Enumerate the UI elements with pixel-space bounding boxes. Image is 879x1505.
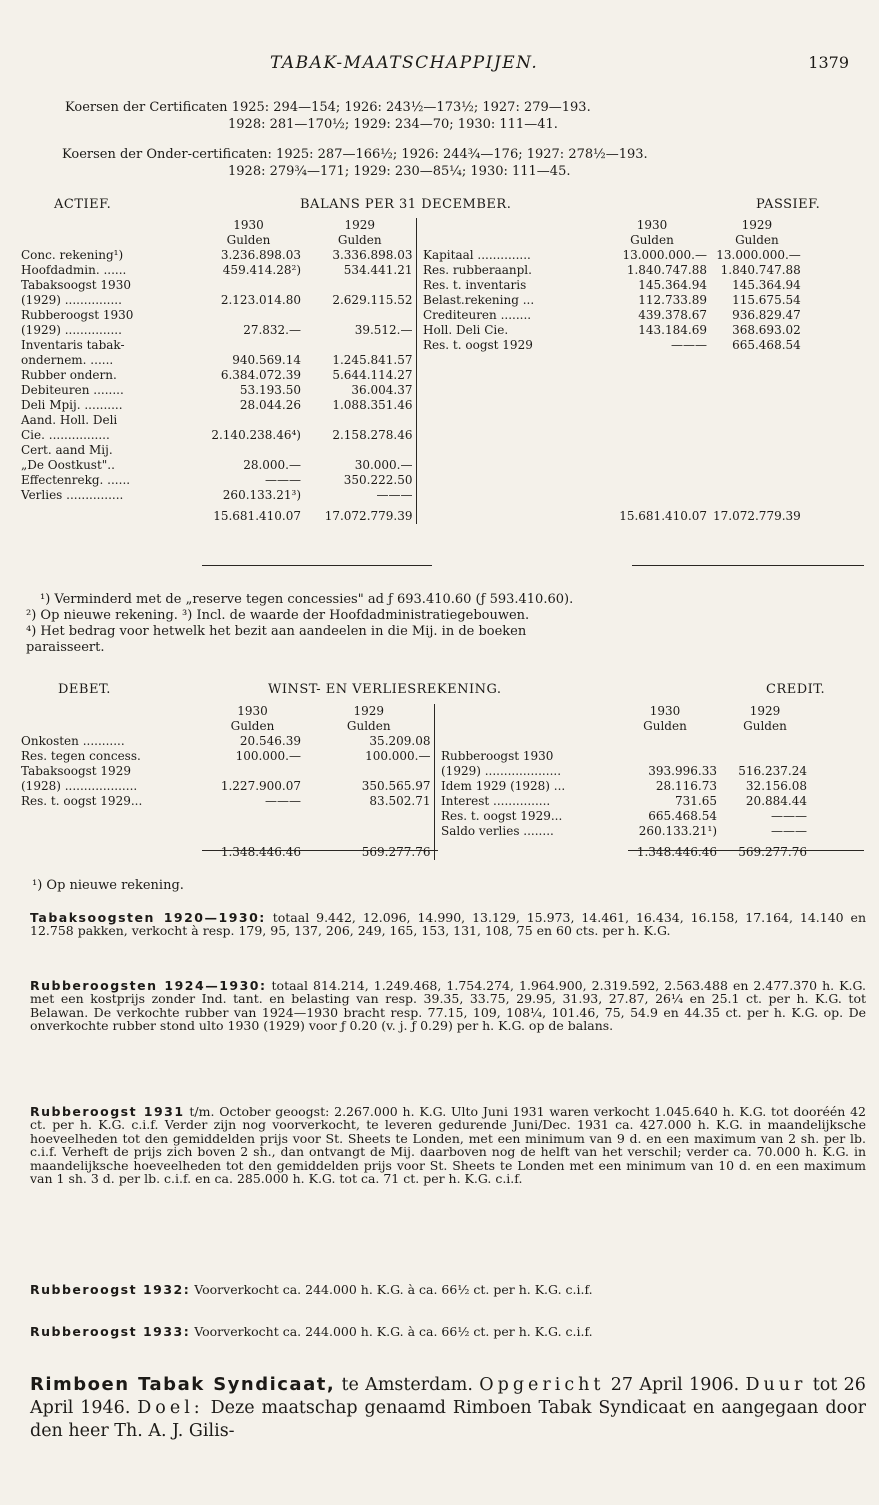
balans-left-item-label: Rubberoogst 1930 bbox=[21, 308, 134, 322]
winst-right-value-1929: 20.884.44 bbox=[745, 794, 807, 808]
winst-right-item-label: Rubberoogst 1930 bbox=[441, 749, 554, 763]
winst-total-left-1930: 1.348.446.46 bbox=[220, 845, 301, 859]
section-rubberoogst-1933 bbox=[30, 1325, 866, 1338]
balans-row bbox=[18, 413, 804, 428]
balans-right-value-1930: ——— bbox=[671, 338, 707, 352]
balans-left-value-1929 bbox=[304, 413, 416, 428]
balans-left-value-1930: 2.140.238.46⁴) bbox=[211, 428, 301, 442]
section-text: Voorverkocht ca. 244.000 h. K.G. à ca. 66½ ct. per h. K.G. c.i.f. bbox=[194, 1282, 593, 1297]
balans-year-1929: 1929 bbox=[344, 218, 376, 232]
balans-note-4a: ⁴) Het bedrag voor hetwelk het bezit aan aandeelen in die Mij. in de boeken bbox=[26, 624, 527, 639]
balans-total-left-1929: 17.072.779.39 bbox=[324, 509, 413, 523]
company-founded: 27 April 1906. bbox=[610, 1375, 740, 1395]
balans-right-value-1929 bbox=[710, 368, 804, 383]
winst-left-value-1929: 100.000.— bbox=[365, 749, 431, 763]
balans-left-item-label: Rubber ondern. bbox=[21, 368, 117, 382]
section-head: Rubberoogst 1933: bbox=[30, 1324, 191, 1339]
winst-left-value-1929: 35.209.08 bbox=[369, 734, 431, 748]
winst-year-row bbox=[18, 704, 810, 719]
balans-left-item-label: (1929) ............... bbox=[21, 293, 122, 307]
balans-right-value-1929: 368.693.02 bbox=[732, 323, 801, 337]
balans-right-item-label bbox=[420, 368, 594, 383]
balans-left-value-1929 bbox=[304, 308, 416, 323]
balans-right-item-label: Kapitaal .............. bbox=[423, 248, 531, 262]
balans-left-value-1929: 1.245.841.57 bbox=[332, 353, 413, 367]
balans-left-value-1930: 3.236.898.03 bbox=[220, 248, 301, 262]
balans-left-item-label: Cert. aand Mij. bbox=[21, 443, 113, 457]
section-tabaksoogsten bbox=[30, 911, 866, 938]
winst-right-value-1929: ——— bbox=[771, 824, 807, 838]
balans-right-value-1930: 13.000.000.— bbox=[622, 248, 707, 262]
balans-total-rule-right bbox=[632, 565, 864, 566]
balans-left-value-1929: 3.336.898.03 bbox=[332, 248, 413, 262]
page-header bbox=[0, 53, 879, 75]
balans-right-value-1930 bbox=[594, 458, 710, 473]
section-text: Voorverkocht ca. 244.000 h. K.G. à ca. 66½ ct. per h. K.G. c.i.f. bbox=[194, 1324, 593, 1339]
winst-right-value-1930: 393.996.33 bbox=[648, 764, 717, 778]
winst-right-value-1930: 260.133.21¹) bbox=[638, 824, 717, 838]
winst-credit-heading: CREDIT. bbox=[766, 682, 826, 697]
balans-left-value-1930: 28.000.— bbox=[243, 458, 301, 472]
balans-right-value-1930: 1.840.747.88 bbox=[626, 263, 707, 277]
balans-left-value-1929: 36.004.37 bbox=[351, 383, 413, 397]
balans-row bbox=[18, 248, 804, 263]
balans-year-1930: 1930 bbox=[233, 218, 264, 232]
winst-row bbox=[18, 764, 810, 779]
balans-left-value-1930: 53.193.50 bbox=[239, 383, 301, 397]
balans-right-item-label bbox=[420, 398, 594, 413]
winst-title: WINST- EN VERLIESREKENING. bbox=[268, 682, 502, 697]
section-head: Tabaksoogsten 1920—1930: bbox=[30, 910, 266, 925]
running-title: TABAK-MAATSCHAPPIJEN. bbox=[270, 53, 539, 73]
balans-left-item-label: Debiteuren ........ bbox=[21, 383, 124, 397]
balans-left-value-1929: 5.644.114.27 bbox=[332, 368, 413, 382]
winst-row bbox=[18, 824, 810, 839]
winst-row bbox=[18, 734, 810, 749]
winst-left-item-label: Res. tegen concess. bbox=[21, 749, 141, 763]
balans-right-item-label bbox=[420, 488, 594, 503]
balans-left-value-1930: 6.384.072.39 bbox=[220, 368, 301, 382]
balans-left-value-1930: 459.414.28²) bbox=[222, 263, 301, 277]
page-number: 1379 bbox=[808, 53, 849, 72]
winst-right-item-label: Saldo verlies ........ bbox=[441, 824, 554, 838]
balans-left-item-label: Cie. ................ bbox=[21, 428, 110, 442]
balans-left-item-label: Conc. rekening¹) bbox=[21, 248, 124, 262]
balans-note-4b: paraisseert. bbox=[26, 640, 105, 655]
winst-year-1929: 1929 bbox=[749, 704, 781, 718]
balans-left-value-1929: 1.088.351.46 bbox=[332, 398, 413, 412]
balans-row bbox=[18, 263, 804, 278]
balans-unit: Gulden bbox=[630, 233, 674, 247]
winst-right-value-1930: 731.65 bbox=[675, 794, 717, 808]
balans-actief-heading: ACTIEF. bbox=[54, 197, 112, 212]
company-name: Rimboen Tabak Syndicaat, bbox=[30, 1374, 336, 1395]
balans-right-value-1929: 115.675.54 bbox=[732, 293, 801, 307]
balans-right-item-label bbox=[420, 353, 594, 368]
winst-left-item-label bbox=[18, 809, 201, 824]
balans-left-value-1930 bbox=[193, 338, 304, 353]
balans-title: BALANS PER 31 DECEMBER. bbox=[300, 197, 512, 212]
balans-right-item-label bbox=[420, 443, 594, 458]
balans-row bbox=[18, 428, 804, 443]
winst-note: ¹) Op nieuwe rekening. bbox=[32, 878, 184, 893]
balans-right-value-1930: 112.733.89 bbox=[638, 293, 707, 307]
winst-left-value-1929 bbox=[304, 809, 434, 824]
balans-right-value-1929: 936.829.47 bbox=[732, 308, 801, 322]
balans-left-value-1930: 28.044.26 bbox=[239, 398, 301, 412]
winst-row bbox=[18, 779, 810, 794]
balans-left-item-label: Tabaksoogst 1930 bbox=[21, 278, 131, 292]
winst-unit: Gulden bbox=[743, 719, 787, 733]
balans-left-item-label: Aand. Holl. Deli bbox=[21, 413, 118, 427]
balans-left-value-1929: ——— bbox=[376, 488, 413, 502]
balans-left-value-1929: 350.222.50 bbox=[343, 473, 413, 487]
winst-left-value-1929: 350.565.97 bbox=[361, 779, 431, 793]
section-head: Rubberoogst 1931 bbox=[30, 1104, 185, 1119]
balans-unit: Gulden bbox=[226, 233, 271, 247]
balans-unit: Gulden bbox=[337, 233, 382, 247]
balans-right-value-1930 bbox=[594, 443, 710, 458]
winst-right-value-1929: 32.156.08 bbox=[745, 779, 807, 793]
winst-unit: Gulden bbox=[643, 719, 687, 733]
balans-right-item-label: Res. rubberaanpl. bbox=[423, 263, 532, 277]
balans-right-value-1930 bbox=[594, 428, 710, 443]
balans-left-item-label: Deli Mpij. .......... bbox=[21, 398, 123, 412]
balans-left-value-1930 bbox=[193, 443, 304, 458]
balans-right-value-1929 bbox=[710, 458, 804, 473]
winst-right-value-1930 bbox=[610, 749, 720, 764]
balans-row bbox=[18, 398, 804, 413]
winst-debet-heading: DEBET. bbox=[58, 682, 111, 697]
balans-right-item-label: Res. t. oogst 1929 bbox=[423, 338, 533, 352]
balans-left-item-label: ondernem. ...... bbox=[21, 353, 114, 367]
winst-right-item-label: (1929) .................... bbox=[441, 764, 562, 778]
balans-row bbox=[18, 443, 804, 458]
winst-right-value-1929 bbox=[720, 734, 810, 749]
label-doel: Doel: bbox=[137, 1398, 204, 1418]
balans-right-item-label: Res. t. inventaris bbox=[423, 278, 527, 292]
winst-left-item-label bbox=[18, 824, 201, 839]
winst-right-item-label: Idem 1929 (1928) ... bbox=[441, 779, 566, 793]
winst-left-item-label: Res. t. oogst 1929... bbox=[21, 794, 143, 808]
winst-right-value-1930: 28.116.73 bbox=[655, 779, 717, 793]
balans-left-value-1929 bbox=[304, 338, 416, 353]
balans-row bbox=[18, 368, 804, 383]
balans-left-item-label: Effectenrekg. ...... bbox=[21, 473, 131, 487]
balans-left-value-1929: 2.158.278.46 bbox=[332, 428, 413, 442]
company-location: te Amsterdam. bbox=[341, 1375, 473, 1395]
balans-note-1: ¹) Verminderd met de „reserve tegen concessies" ad ƒ 693.410.60 (ƒ 593.410.60). bbox=[40, 592, 574, 607]
company-entry bbox=[30, 1373, 866, 1443]
balans-unit: Gulden bbox=[735, 233, 779, 247]
winst-year-1930: 1930 bbox=[237, 704, 268, 718]
balans-left-value-1929 bbox=[304, 278, 416, 293]
winst-year-1930: 1930 bbox=[649, 704, 681, 718]
company-duration: tot 26 April 1946. bbox=[30, 1375, 866, 1418]
balans-right-value-1929 bbox=[710, 413, 804, 428]
winst-left-value-1929: 83.502.71 bbox=[369, 794, 431, 808]
balans-row bbox=[18, 293, 804, 308]
balans-right-item-label bbox=[420, 473, 594, 488]
winst-row bbox=[18, 809, 810, 824]
winst-left-value-1930 bbox=[201, 824, 304, 839]
balans-left-item-label: „De Oostkust".. bbox=[21, 458, 115, 472]
winst-left-value-1929 bbox=[304, 824, 434, 839]
winst-unit: Gulden bbox=[230, 719, 275, 733]
balans-right-value-1930: 145.364.94 bbox=[638, 278, 707, 292]
balans-year-1930: 1930 bbox=[636, 218, 668, 232]
balans-left-value-1930 bbox=[193, 308, 304, 323]
winst-left-value-1930: 100.000.— bbox=[235, 749, 301, 763]
balans-right-value-1929: 1.840.747.88 bbox=[720, 263, 801, 277]
balans-total-left-1930: 15.681.410.07 bbox=[213, 509, 301, 523]
balans-totals-row bbox=[18, 503, 804, 524]
winst-left-item-label: (1928) ................... bbox=[21, 779, 138, 793]
balans-right-value-1929: 665.468.54 bbox=[732, 338, 801, 352]
section-text: totaal 9.442, 12.096, 14.990, 13.129, 15.973, 14.461, 16.434, 16.158, 17.164, 14.140 en 12.758 pakken, verkocht à resp. 179, 95, 137, 206, 249, 165, 153, 131, 108, 75 en 60 cts. per h. K.G. bbox=[30, 910, 866, 939]
koersen-cert-line1: Koersen der Certificaten 1925: 294—154; 1926: 243½—173½; 1927: 279—193. bbox=[65, 100, 591, 115]
section-text: t/m. October geoogst: 2.267.000 h. K.G. Ulto Juni 1931 waren verkocht 1.045.640 h. K.G. tot dooréén 42 ct. per h. K.G. c.i.f. Verder zijn nog voorverkocht, te leveren gedurende Juni/Dec. 1931 ca. 427.000 h. K.G. in maandelijksche hoeveelheden tot den gemiddelden prijs voor St. Sheets te Londen, met een minimum van 9 d. en een maximum van 2 sh. per lb. c.i.f. Verheft de prijs zich boven 2 sh., dan ontvangt de Mij. daarboven nog de helft van het verschil; verder ca. 70.000 h. K.G. in maandelijksche hoeveelheden tot den gemiddelden prijs voor St. Sheets te Londen met een minimum van 10 d. en een maximum van 1 sh. 3 d. per lb. c.i.f. en ca. 285.000 h. K.G. tot ca. 71 ct. per h. K.G. c.i.f. bbox=[30, 1104, 866, 1187]
winst-left-value-1930: 20.546.39 bbox=[239, 734, 301, 748]
balans-right-value-1930 bbox=[594, 488, 710, 503]
balans-right-value-1929: 145.364.94 bbox=[732, 278, 801, 292]
section-text: totaal 814.214, 1.249.468, 1.754.274, 1.964.900, 2.319.592, 2.563.488 en 2.477.370 h. K.G. met een kostprijs zonder Ind. tant. en belasting van resp. 39.35, 33.75, 29.95, 31.93, 27.87, 26¼ en 25.1 ct. per h. K.G. tot Belawan. De verkochte rubber van 1924—1930 bracht resp. 77.15, 109, 108¼, 101.46, 75, 54.9 en 44.35 ct. per h. K.G. op. De onverkochte rubber stond ulto 1930 (1929) voor ƒ 0.20 (v. j. ƒ 0.29) per h. K.G. op de balans. bbox=[30, 978, 866, 1034]
balans-year-1929: 1929 bbox=[741, 218, 773, 232]
balans-left-item-label: Inventaris tabak- bbox=[21, 338, 125, 352]
balans-right-item-label bbox=[420, 413, 594, 428]
section-rubberoogst-1931 bbox=[30, 1105, 866, 1185]
winst-unit-row bbox=[18, 719, 810, 734]
balans-right-value-1930: 143.184.69 bbox=[638, 323, 707, 337]
balans-left-value-1929: 30.000.— bbox=[354, 458, 413, 472]
balans-right-value-1930: 439.378.67 bbox=[638, 308, 707, 322]
balans-right-item-label bbox=[420, 383, 594, 398]
winst-left-value-1930 bbox=[201, 809, 304, 824]
balans-right-value-1929 bbox=[710, 473, 804, 488]
balans-right-value-1930 bbox=[594, 353, 710, 368]
balans-right-value-1929 bbox=[710, 398, 804, 413]
winst-left-item-label: Tabaksoogst 1929 bbox=[21, 764, 131, 778]
winst-right-value-1929: 516.237.24 bbox=[738, 764, 807, 778]
balans-row bbox=[18, 458, 804, 473]
balans-total-rule-left bbox=[202, 565, 432, 566]
balans-left-value-1930: 260.133.21³) bbox=[222, 488, 301, 502]
balans-right-value-1930 bbox=[594, 368, 710, 383]
balans-total-right-1929: 17.072.779.39 bbox=[713, 509, 801, 523]
balans-left-value-1930: 27.832.— bbox=[243, 323, 301, 337]
balans-left-item-label: Verlies ............... bbox=[21, 488, 124, 502]
balans-right-value-1929 bbox=[710, 383, 804, 398]
balans-right-item-label: Crediteuren ........ bbox=[423, 308, 532, 322]
balans-unit-row bbox=[18, 233, 804, 248]
balans-row bbox=[18, 278, 804, 293]
company-purpose: Deze maatschap genaamd Rimboen Tabak Syndicaat en aangegaan door den heer Th. A. J. Gilis- bbox=[30, 1398, 866, 1441]
winst-right-item-label bbox=[438, 734, 610, 749]
winst-right-value-1930 bbox=[610, 734, 720, 749]
winst-right-item-label: Interest ............... bbox=[441, 794, 551, 808]
balans-row bbox=[18, 308, 804, 323]
balans-left-item-label: (1929) ............... bbox=[21, 323, 122, 337]
balans-right-item-label: Belast.rekening ... bbox=[423, 293, 535, 307]
balans-right-value-1930 bbox=[594, 413, 710, 428]
winst-row bbox=[18, 749, 810, 764]
winst-total-rule-right bbox=[628, 850, 864, 851]
section-rubberoogsten bbox=[30, 979, 866, 1033]
winst-right-item-label: Res. t. oogst 1929... bbox=[441, 809, 563, 823]
winst-year-1929: 1929 bbox=[353, 704, 385, 718]
balans-right-value-1929 bbox=[710, 353, 804, 368]
balans-left-value-1930 bbox=[193, 278, 304, 293]
koersen-cert-line2: 1928: 281—170½; 1929: 234—70; 1930: 111—41. bbox=[228, 117, 558, 132]
winst-total-right-1929: 569.277.76 bbox=[738, 845, 807, 859]
winst-row bbox=[18, 794, 810, 809]
winst-total-rule-left bbox=[202, 850, 438, 851]
winst-left-item-label: Onkosten ........... bbox=[21, 734, 125, 748]
winst-total-left-1929: 569.277.76 bbox=[361, 845, 431, 859]
winst-left-value-1929 bbox=[304, 764, 434, 779]
winst-right-value-1930: 665.468.54 bbox=[648, 809, 717, 823]
koersen-onder-line1: Koersen der Onder-certificaten: 1925: 287—166½; 1926: 244¾—176; 1927: 278½—193. bbox=[62, 147, 648, 162]
balans-right-value-1929: 13.000.000.— bbox=[716, 248, 801, 262]
balans-row bbox=[18, 383, 804, 398]
balans-table bbox=[18, 218, 804, 524]
balans-left-value-1930: 2.123.014.80 bbox=[220, 293, 301, 307]
balans-left-value-1929 bbox=[304, 443, 416, 458]
balans-left-value-1929: 39.512.— bbox=[354, 323, 413, 337]
balans-right-value-1929 bbox=[710, 488, 804, 503]
balans-note-2: ²) Op nieuwe rekening. ³) Incl. de waarde der Hoofdadministratiegebouwen. bbox=[26, 608, 530, 623]
balans-left-value-1929: 534.441.21 bbox=[343, 263, 413, 277]
balans-row bbox=[18, 323, 804, 338]
balans-right-value-1929 bbox=[710, 443, 804, 458]
winst-left-value-1930: ——— bbox=[265, 794, 301, 808]
balans-left-value-1929: 2.629.115.52 bbox=[332, 293, 413, 307]
winst-left-value-1930: 1.227.900.07 bbox=[220, 779, 301, 793]
balans-right-item-label: Holl. Deli Cie. bbox=[423, 323, 509, 337]
balans-left-item-label: Hoofdadmin. ...... bbox=[21, 263, 127, 277]
winst-right-value-1929 bbox=[720, 749, 810, 764]
balans-total-right-1930: 15.681.410.07 bbox=[619, 509, 707, 523]
koersen-onder-line2: 1928: 279¾—171; 1929: 230—85¼; 1930: 111—45. bbox=[228, 164, 571, 179]
balans-row bbox=[18, 473, 804, 488]
label-duur: Duur bbox=[745, 1375, 807, 1395]
balans-passief-heading: PASSIEF. bbox=[756, 197, 821, 212]
balans-right-value-1929 bbox=[710, 428, 804, 443]
balans-row bbox=[18, 353, 804, 368]
balans-row bbox=[18, 488, 804, 503]
balans-right-item-label bbox=[420, 458, 594, 473]
label-opgericht: Opgericht bbox=[479, 1375, 605, 1395]
section-head: Rubberoogst 1932: bbox=[30, 1282, 191, 1297]
winst-table bbox=[18, 704, 810, 860]
winst-right-value-1929: ——— bbox=[771, 809, 807, 823]
winst-total-right-1930: 1.348.446.46 bbox=[636, 845, 717, 859]
winst-unit: Gulden bbox=[346, 719, 391, 733]
balans-right-value-1930 bbox=[594, 473, 710, 488]
balans-right-value-1930 bbox=[594, 398, 710, 413]
balans-left-value-1930: ——— bbox=[265, 473, 301, 487]
balans-left-value-1930: 940.569.14 bbox=[232, 353, 301, 367]
winst-left-value-1930 bbox=[201, 764, 304, 779]
section-rubberoogst-1932 bbox=[30, 1283, 866, 1296]
section-head: Rubberoogsten 1924—1930: bbox=[30, 978, 267, 993]
balans-right-value-1930 bbox=[594, 383, 710, 398]
balans-row bbox=[18, 338, 804, 353]
balans-year-row bbox=[18, 218, 804, 233]
balans-right-item-label bbox=[420, 428, 594, 443]
balans-left-value-1930 bbox=[193, 413, 304, 428]
